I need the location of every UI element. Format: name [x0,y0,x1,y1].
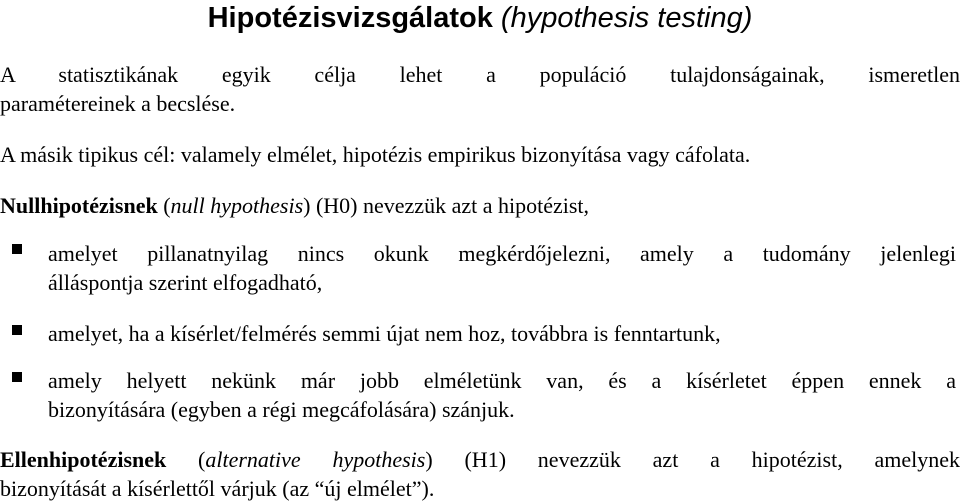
title-main: Hipotézisvizsgálatok [207,2,493,34]
paragraph-other-goal: A másik tipikus cél: valamely elmélet, hipotézis empirikus bizonyítása vagy cáfolata. [0,142,751,167]
bullet-2: amelyet, ha a kísérlet/felmérés semmi újat nem hoz, továbbra is fenntartunk, [48,321,721,346]
paragraph-null-hypothesis [0,192,960,220]
bullet-1-line1: amelyet pillanatnyilag nincs okunk megkérdőjelezni, amely a tudomány jelenlegi [48,241,956,266]
null-hypothesis-english: null hypothesis [170,193,304,218]
bullet-square-icon [12,244,22,254]
paragraph-alternative-hypothesis-line1 [0,446,960,474]
title-english: (hypothesis testing) [500,2,753,34]
alt-open-paren: ( [166,447,206,472]
page-title [0,0,960,36]
paragraph-estimation-line1: A statisztikának egyik célja lehet a populáció tulajdonságainak, ismeretlen [0,62,960,87]
null-hypothesis-term: Nullhipotézisnek [0,193,158,218]
alt-hypothesis-english: alternative hypothesis [205,447,426,472]
null-hypothesis-rest: ) (H0) nevezzük azt a hipotézist, [303,193,590,218]
paragraph-estimation-line2: paramétereinek a becslése. [0,91,236,116]
bullet-1-line2: álláspontja szerint elfogadható, [48,270,323,295]
bullet-square-icon [12,325,22,335]
alt-hypothesis-term: Ellenhipotézisnek [0,447,167,472]
bullet-3-line1: amely helyett nekünk már jobb elméletünk van, és a kísérletet éppen ennek a [48,368,956,393]
alt-hypothesis-rest: ) (H1) nevezzük azt a hipotézist, amelynek [425,447,960,472]
paragraph-alternative-hypothesis-line2: bizonyítását a kísérlettől várjuk (az “új elmélet”). [0,476,435,501]
null-open-paren: ( [157,193,171,218]
bullet-3-line2: bizonyítására (egyben a régi megcáfolására) szánjuk. [48,397,515,422]
bullet-square-icon [12,372,22,382]
